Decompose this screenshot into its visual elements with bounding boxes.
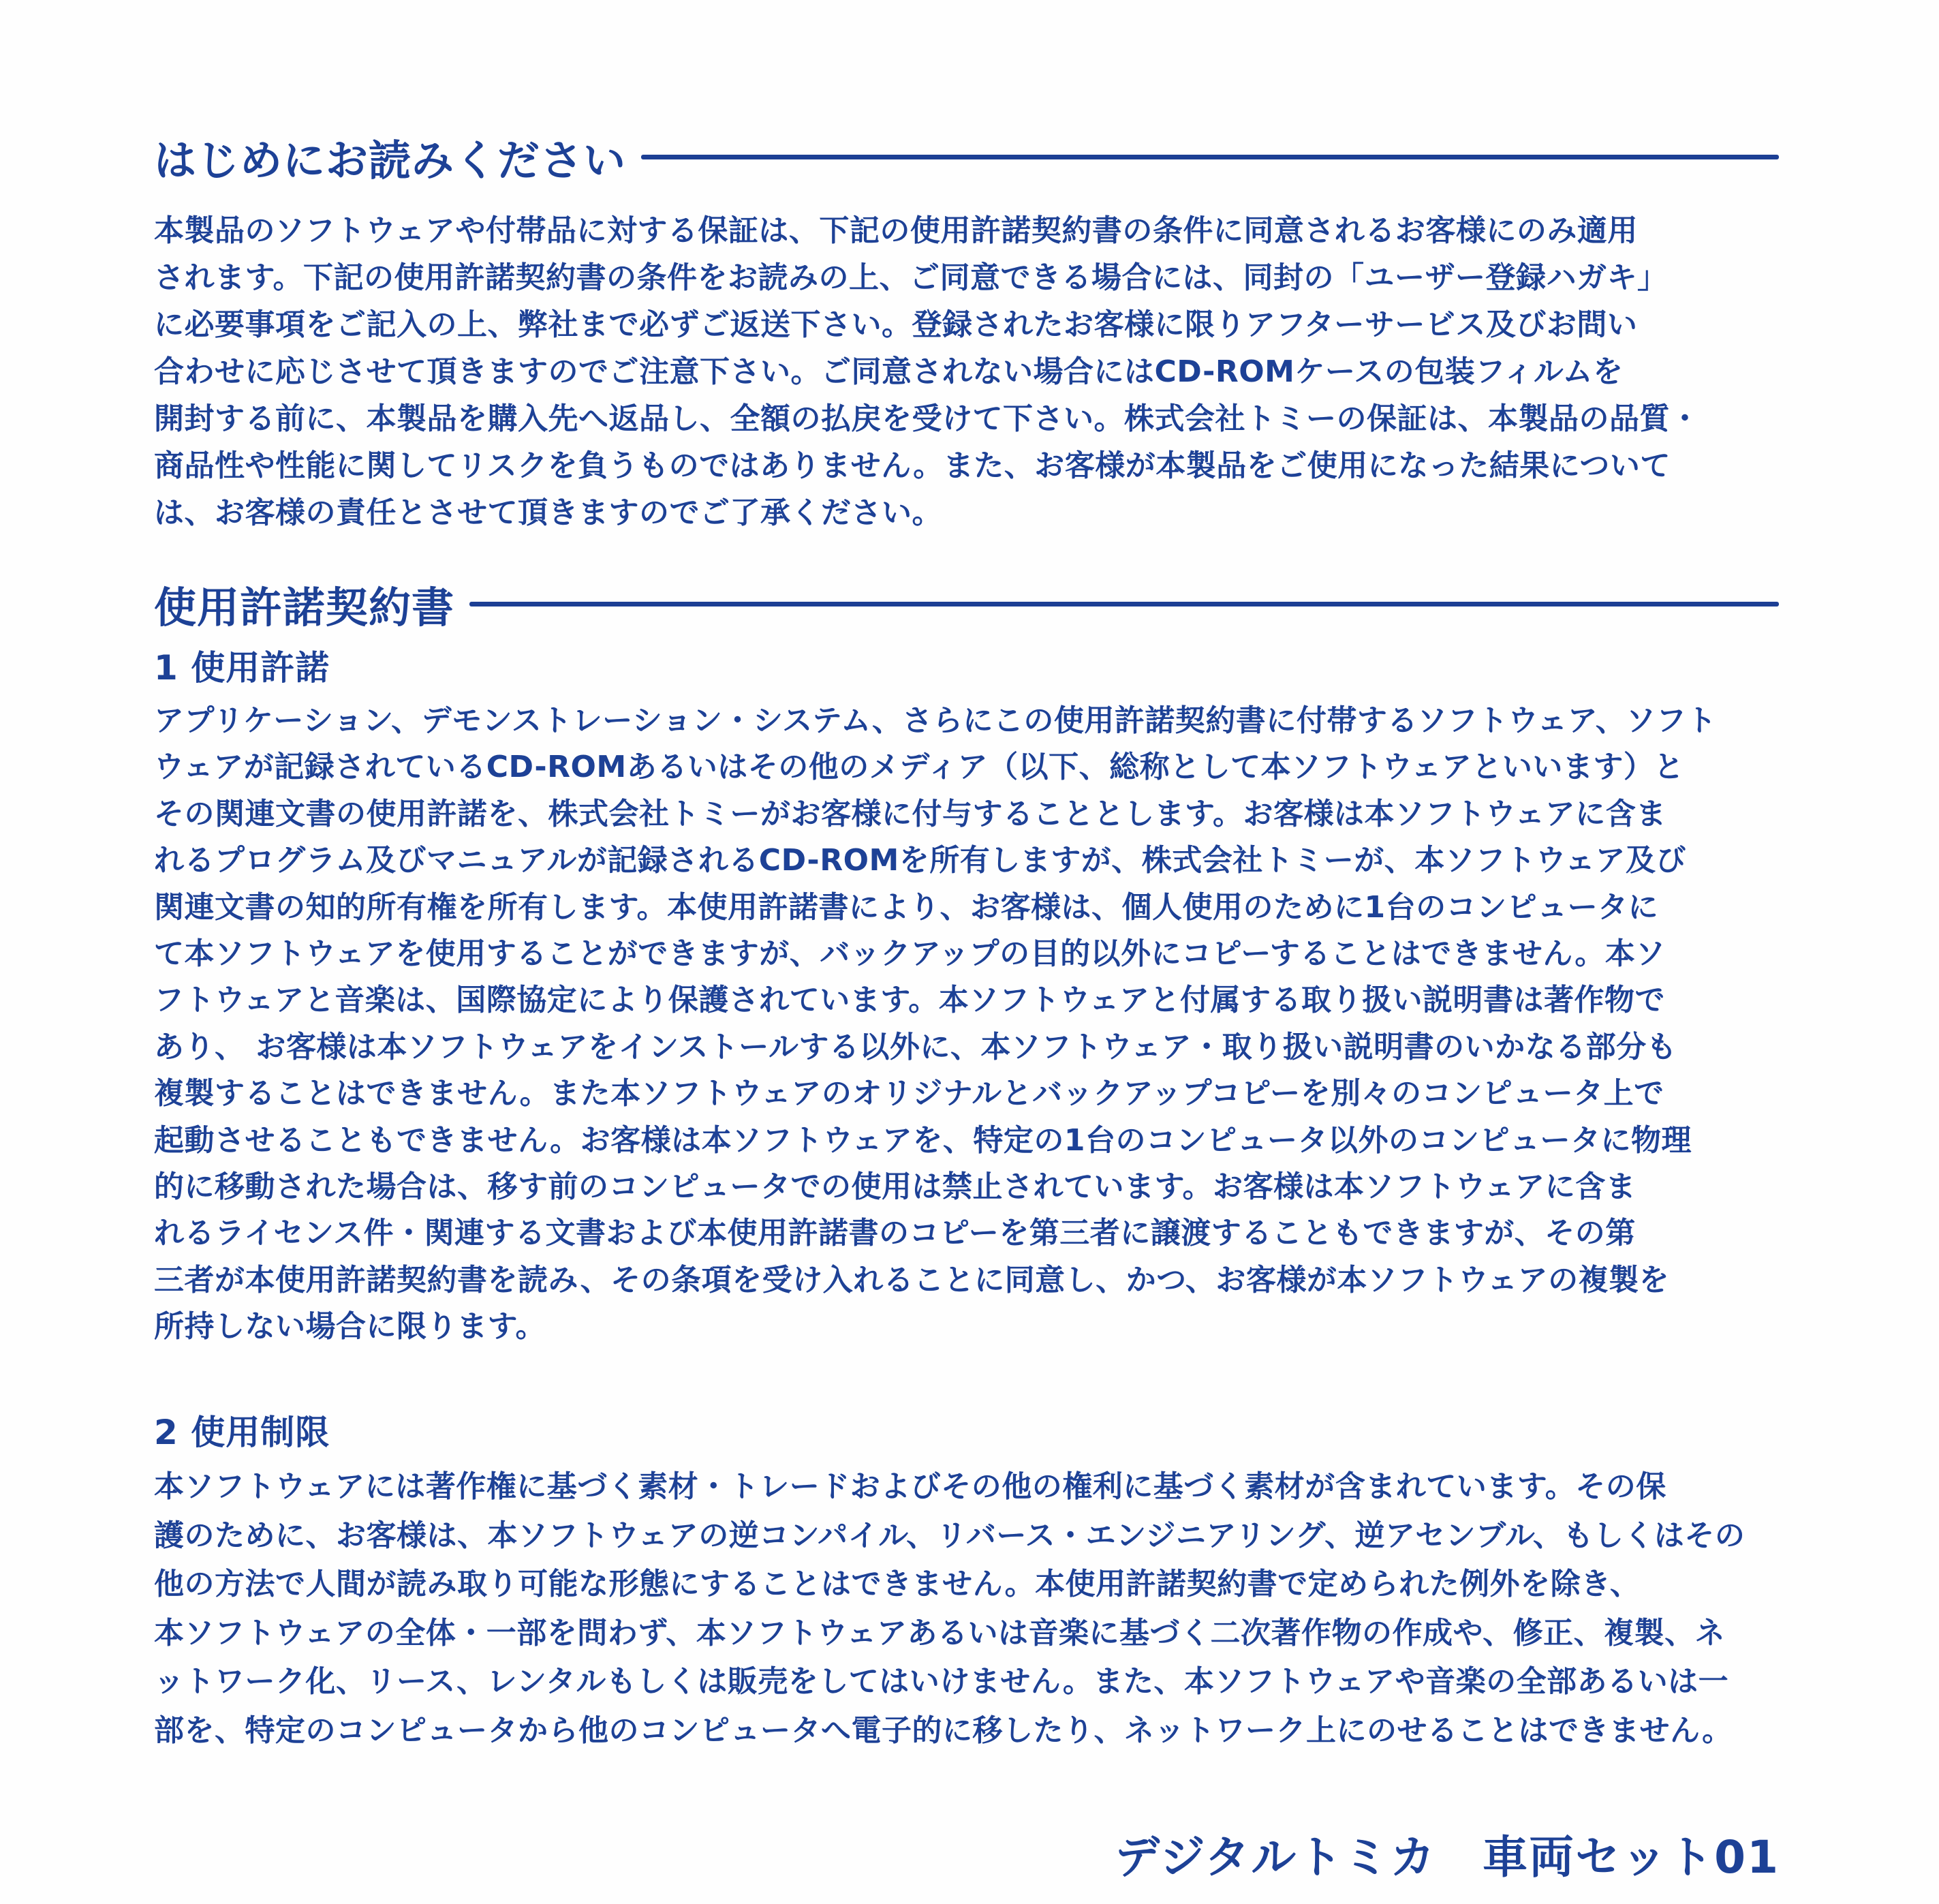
- section2-line: ットワーク化、リース、レンタルもしくは販売をしてはいけません。また、本ソフトウェアや音楽の全部あるいは一: [154, 1664, 1729, 1700]
- section2-line: 本ソフトウェアの全体・一部を問わず、本ソフトウェアあるいは音楽に基づく二次著作物の作成や、修正、複製、ネ: [154, 1615, 1726, 1650]
- intro-line: は、お客様の責任とさせて頂きますのでご了承ください。: [154, 495, 942, 530]
- intro-line: されます。下記の使用許諾契約書の条件をお読みの上、ご同意できる場合には、同封の「ユーザー登録ハガキ」: [154, 260, 1668, 295]
- intro-heading-rule: [641, 155, 1779, 159]
- section1-line: て本ソフトウェアを使用することができますが、バックアップの目的以外にコピーすることはできません。本ソ: [154, 936, 1666, 971]
- intro-heading: はじめにお読みください: [154, 135, 627, 185]
- intro-line: 合わせに応じさせて頂きますのでご注意下さい。ご同意されない場合にはCD-ROMケースの包装フィルムを: [154, 354, 1624, 389]
- license-heading: 使用許諾契約書: [154, 582, 455, 632]
- section1-line: れるライセンス件・関連する文書および本使用許諾書のコピーを第三者に譲渡することもできますが、その第: [154, 1216, 1636, 1251]
- section1-line: 関連文書の知的所有権を所有します。本使用許諾書により、お客様は、個人使用のために1台のコンピュータに: [154, 889, 1659, 925]
- license-heading-rule: [469, 602, 1779, 606]
- section1-line: あり、 お客様は本ソフトウェアをインストールする以外に、本ソフトウェア・取り扱い説明書のいかなる部分も: [154, 1029, 1677, 1064]
- intro-line: 開封する前に、本製品を購入先へ返品し、全額の払戻を受けて下さい。株式会社トミーの保証は、本製品の品質・: [154, 401, 1701, 436]
- section1-line: その関連文書の使用許諾を、株式会社トミーがお客様に付与することとします。お客様は本ソフトウェアに含ま: [154, 796, 1666, 831]
- section1-line: 起動させることもできません。お客様は本ソフトウェアを、特定の1台のコンピュータ以外のコンピュータに物理: [154, 1122, 1692, 1158]
- section2-line: 他の方法で人間が読み取り可能な形態にすることはできません。本使用許諾契約書で定められた例外を除き、: [154, 1567, 1641, 1602]
- intro-line: 商品性や性能に関してリスクを負うものではありません。また、お客様が本製品をご使用になった結果について: [154, 448, 1671, 483]
- license-heading-row: [154, 577, 1779, 631]
- section1-line: 複製することはできません。また本ソフトウェアのオリジナルとバックアップコピーを別々のコンピュータ上で: [154, 1076, 1664, 1111]
- section2-line: 本ソフトウェアには著作権に基づく素材・トレードおよびその他の権利に基づく素材が含まれています。その保: [154, 1469, 1666, 1504]
- section1-title: 1 使用許諾: [154, 648, 330, 688]
- section2-line: 部を、特定のコンピュータから他のコンピュータへ電子的に移したり、ネットワーク上にのせることはできません。: [154, 1713, 1733, 1748]
- section1-paragraph: [154, 698, 1779, 1350]
- intro-line: 本製品のソフトウェアや付帯品に対する保証は、下記の使用許諾契約書の条件に同意されるお客様にのみ適用: [154, 213, 1638, 248]
- section1-line: フトウェアと音楽は、国際協定により保護されています。本ソフトウェアと付属する取り扱い説明書は著作物で: [154, 983, 1665, 1018]
- section2-title: 2 使用制限: [154, 1413, 330, 1452]
- section1-line: アプリケーション、デモンストレーション・システム、さらにこの使用許諾契約書に付帯するソフトウェア、ソフト: [154, 703, 1717, 738]
- intro-paragraph: [154, 207, 1779, 536]
- section1-line: 的に移動された場合は、移す前のコンピュータでの使用は禁止されています。お客様は本ソフトウェアに含ま: [154, 1169, 1636, 1204]
- section1-line: ウェアが記録されているCD-ROMあるいはその他のメディア（以下、総称として本ソフトウェアといいます）と: [154, 750, 1684, 785]
- section2-line: 護のために、お客様は、本ソフトウェアの逆コンパイル、リバース・エンジニアリング、逆アセンブル、もしくはその: [154, 1518, 1746, 1553]
- section1-line: れるプログラム及びマニュアルが記録されるCD-ROMを所有しますが、株式会社トミーが、本ソフトウェア及び: [154, 843, 1686, 878]
- intro-heading-row: [154, 129, 1779, 184]
- section1-line: 三者が本使用許諾契約書を読み、その条項を受け入れることに同意し、かつ、お客様が本ソフトウェアの複製を: [154, 1262, 1670, 1298]
- section1-line: 所持しない場合に限ります。: [154, 1309, 546, 1345]
- product-title: デジタルトミカ 車両セット01: [1115, 1831, 1780, 1884]
- section2-paragraph: [154, 1462, 1779, 1755]
- intro-line: に必要事項をご記入の上、弊社まで必ずご返送下さい。登録されたお客様に限りアフターサービス及びお問い: [154, 307, 1638, 342]
